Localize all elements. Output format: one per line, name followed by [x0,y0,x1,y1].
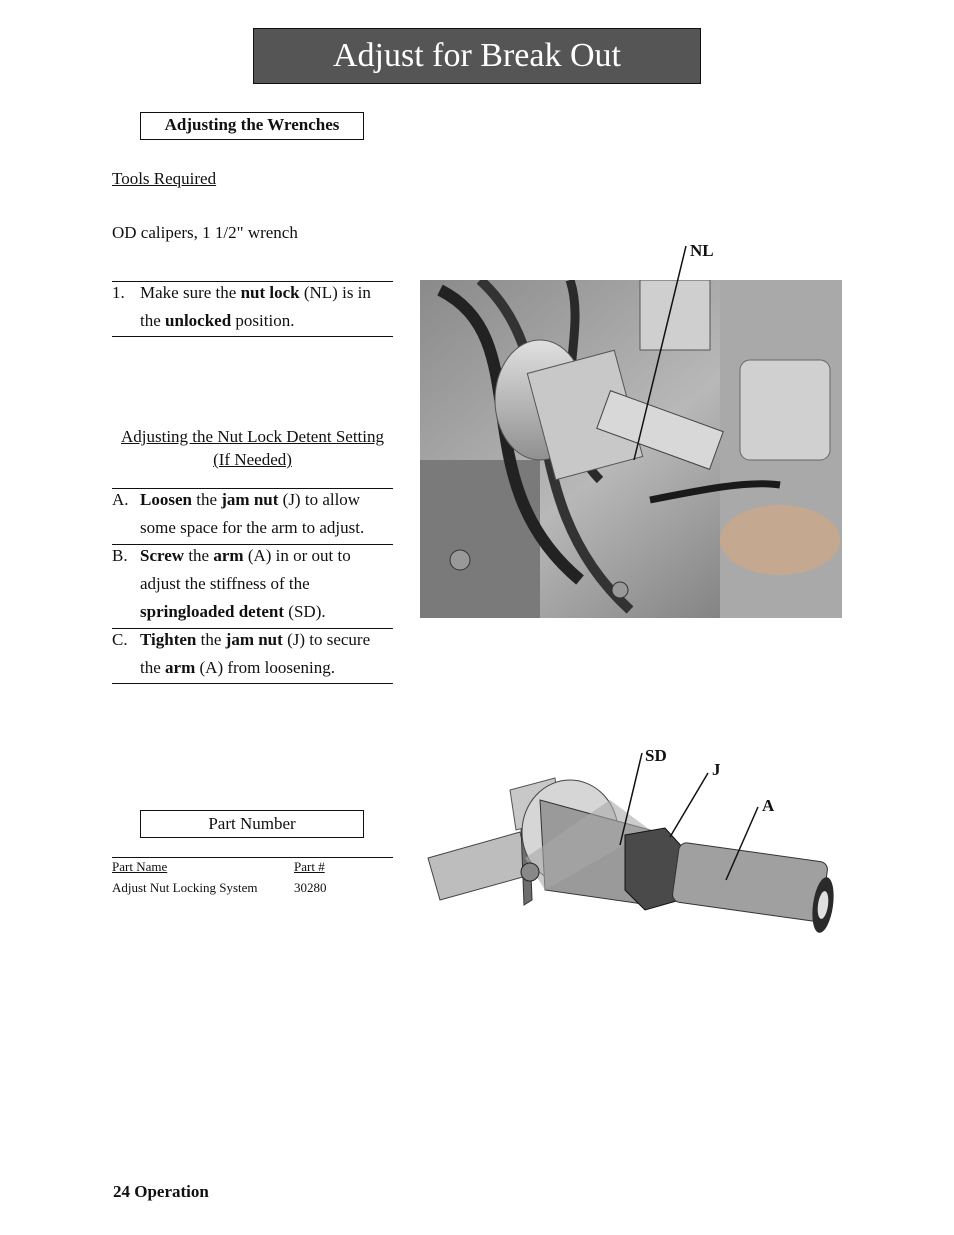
part-num-cell: 30280 [294,880,327,895]
step-text: (J) to allow some space for the arm to adjust. [140,490,365,537]
step-text: (J) to secure the [140,630,371,677]
step-text: (SD). [284,602,326,621]
step-bold: unlocked [165,311,232,330]
detent-heading [112,425,393,471]
step-bold: springloaded detent [140,602,285,621]
callout-a: A [762,796,775,815]
step-1 [112,279,393,335]
step-text: (A) in or out to adjust the stiffness of the [140,546,351,593]
tools-heading: Tools Required [112,169,217,188]
divider [112,857,393,858]
tools-list: OD calipers, 1 1/2" wrench [112,223,298,242]
diagram-leader-lines [600,745,770,885]
step-text: the [184,546,214,565]
step-bold: jam nut [221,490,279,509]
col-header-part-num: Part # [294,859,325,874]
step-bold: arm [165,658,196,677]
step-text: the [191,490,222,509]
step-number: 1. [112,283,125,302]
page-title: Adjust for Break Out [253,28,701,84]
step-text: the [196,630,226,649]
detent-heading-line1: Adjusting the Nut Lock Detent Setting [121,427,384,446]
step-bold: Tighten [140,630,197,649]
callout-sd: SD [645,746,667,765]
step-number: B. [112,546,128,565]
col-header-part-name: Part Name [112,859,168,874]
nl-leader-line [620,240,700,470]
step-number: C. [112,630,128,649]
step-text: position. [231,311,295,330]
step-bold: Loosen [140,490,192,509]
part-name-cell: Adjust Nut Locking System [112,880,258,895]
detent-heading-line2: (If Needed) [213,450,292,469]
callout-j: J [712,760,721,779]
step-text: (NL) is in the [140,283,371,330]
step-bold: jam nut [225,630,283,649]
step-text: (A) from loosening. [195,658,336,677]
step-a [112,486,393,542]
page-footer: 24 Operation [113,1182,209,1201]
step-bold: arm [213,546,244,565]
step-text: Make sure the [140,283,241,302]
part-number-box: Part Number [140,810,364,838]
step-c [112,626,393,682]
step-b [112,542,393,626]
divider [112,683,393,684]
step-bold: Screw [140,546,185,565]
step-bold: nut lock [240,283,300,302]
section-box: Adjusting the Wrenches [140,112,364,140]
callout-nl: NL [690,241,714,260]
step-number: A. [112,490,129,509]
divider [112,336,393,337]
